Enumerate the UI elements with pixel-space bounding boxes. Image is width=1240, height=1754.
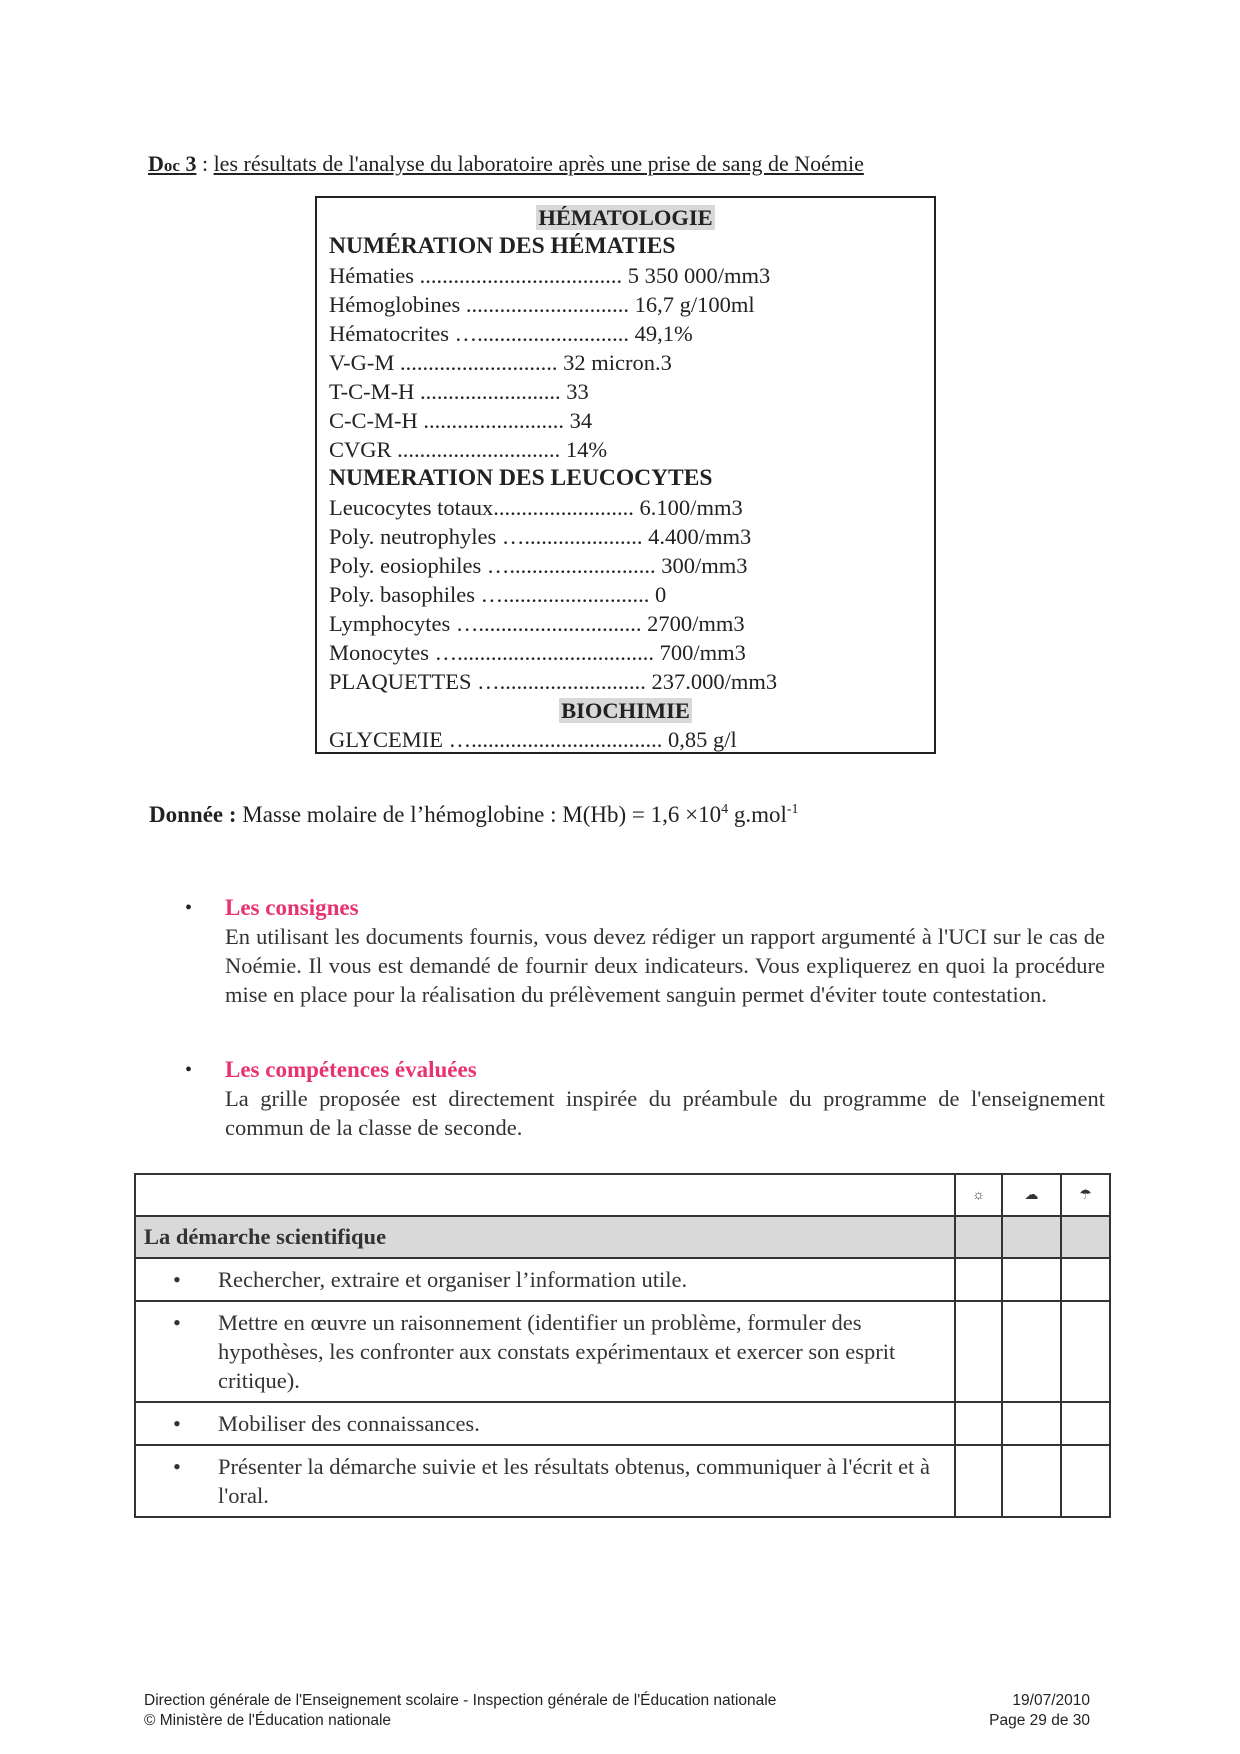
table-row [135,1402,1110,1445]
grid-item-text: Présenter la démarche suivie et les résultats obtenus, communiquer à l'écrit et à l'oral. [218,1454,930,1508]
sun-icon: ☼ [955,1174,1002,1216]
competences-text: La grille proposée est directement inspirée du préambule du programme de l'enseignement commun de la classe de seconde. [225,1086,1105,1140]
grid-item-text: Mettre en œuvre un raisonnement (identifier un problème, formuler des hypothèses, les confronter aux constats expérimentaux et exercer son esprit critique). [218,1310,896,1393]
bullet-icon: • [185,1059,193,1081]
lab-row: Hématies .................................... 5 350 000/mm3 [329,263,771,288]
bullet-icon: • [173,1267,181,1292]
lab-row: Hémoglobines ............................. 16,7 g/100ml [329,292,755,317]
competences-title: Les compétences évaluées [225,1057,477,1082]
section-hematologie: HÉMATOLOGIE [538,205,713,230]
lab-row: V-G-M ............................ 32 micron.3 [329,350,672,375]
grid-header-empty [135,1174,955,1216]
footer-page: Page 29 de 30 [989,1712,1090,1729]
grid-item-text: Mobiliser des connaissances. [218,1411,480,1436]
grid-check-cell[interactable] [1002,1402,1061,1445]
lab-row: Hématocrites …........................... 49,1% [329,321,693,346]
grid-check-cell[interactable] [1061,1258,1110,1301]
donnee-unit: g.mol [728,802,787,827]
lab-row-glycemie: GLYCEMIE ….................................. 0,85 g/l [329,727,737,752]
grid-check-cell[interactable] [1002,1216,1061,1258]
table-row [135,1301,1110,1402]
consignes-text: En utilisant les documents fournis, vous devez rédiger un rapport argumenté à l'UCI sur le cas de Noémie. Il vous est demandé de fournir deux indicateurs. Vous expliquerez en quoi la procédure mise en place pour la réalisation du prélèvement sanguin permet d'éviter toute contestation. [225,924,1105,1007]
lab-results-box [315,196,936,754]
footer-line2: © Ministère de l'Éducation nationale [144,1712,392,1729]
bullet-icon: • [185,897,193,919]
lab-row: T-C-M-H ......................... 33 [329,379,589,404]
doc-label: Doc 3 [148,151,197,176]
footer-date: 19/07/2010 [1012,1692,1090,1709]
doc-caption [148,150,864,180]
heading-hematies: NUMÉRATION DES HÉMATIES [329,233,676,259]
donnee-text: Masse molaire de l’hémoglobine : M(Hb) = 1,6 ×10 [236,802,722,827]
grid-check-cell[interactable] [1061,1445,1110,1517]
donnee-unit-exponent: -1 [786,802,799,817]
lab-row: Poly. neutrophyles …..................... 4.400/mm3 [329,524,752,549]
rain-icon: ☂ [1061,1174,1110,1216]
grid-check-cell[interactable] [955,1402,1002,1445]
table-row [135,1445,1110,1517]
grid-check-cell[interactable] [955,1216,1002,1258]
lab-row: PLAQUETTES ….......................... 237.000/mm3 [329,669,778,694]
grid-check-cell[interactable] [1002,1445,1061,1517]
grid-item-text: Rechercher, extraire et organiser l’information utile. [218,1267,688,1292]
grid-header-row [135,1174,1110,1216]
section-title: La démarche scientifique [135,1216,955,1258]
lab-row: Lymphocytes …............................. 2700/mm3 [329,611,745,636]
lab-row: Leucocytes totaux......................... 6.100/mm3 [329,495,743,520]
footer [144,1691,776,1731]
footer-right [980,1691,1090,1731]
bullet-icon: • [173,1411,181,1436]
doc-description: les résultats de l'analyse du laboratoire après une prise de sang de Noémie [213,151,864,176]
grid-check-cell[interactable] [1061,1402,1110,1445]
footer-line1: Direction générale de l'Enseignement scolaire - Inspection générale de l'Éducation nationale [144,1692,777,1709]
lab-row: C-C-M-H ......................... 34 [329,408,593,433]
competences-block [185,1056,1105,1142]
donnee-label: Donnée : [149,802,237,827]
bullet-icon: • [173,1310,181,1335]
grid-check-cell[interactable] [1002,1258,1061,1301]
grid-section-row [135,1216,1110,1258]
consignes-block [185,894,1105,1009]
grid-check-cell[interactable] [955,1445,1002,1517]
grid-check-cell[interactable] [1002,1301,1061,1402]
caption-separator: : [196,151,214,176]
donnee-line [149,800,799,830]
grid-check-cell[interactable] [1061,1301,1110,1402]
lab-row: Poly. basophiles ….......................... 0 [329,582,667,607]
lab-row: Monocytes …................................... 700/mm3 [329,640,746,665]
grid-check-cell[interactable] [1061,1216,1110,1258]
lab-row: CVGR ............................. 14% [329,437,608,462]
bullet-icon: • [173,1454,181,1479]
heading-leucocytes: NUMERATION DES LEUCOCYTES [329,465,713,491]
grid-check-cell[interactable] [955,1258,1002,1301]
cloud-icon: ☁ [1002,1174,1061,1216]
grid-check-cell[interactable] [955,1301,1002,1402]
lab-row: Poly. eosiophiles ….......................... 300/mm3 [329,553,748,578]
donnee-exponent: 4 [721,802,729,817]
consignes-title: Les consignes [225,895,359,920]
section-biochimie: BIOCHIMIE [561,698,690,723]
table-row [135,1258,1110,1301]
evaluation-grid [134,1173,1111,1518]
